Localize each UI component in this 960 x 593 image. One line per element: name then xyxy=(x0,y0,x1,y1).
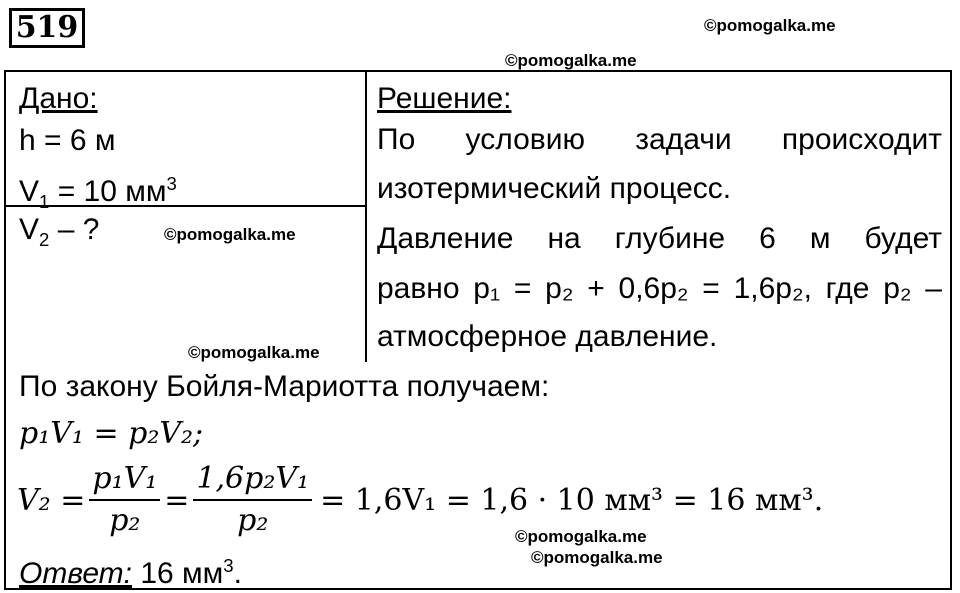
given-heading: Дано: xyxy=(19,82,98,115)
given-height: h = 6 м xyxy=(19,124,116,157)
solution-line: атмосферное давление. xyxy=(377,320,718,353)
law-statement: По закону Бойля-Мариотта получаем: xyxy=(19,370,550,403)
watermark: ©pomogalka.me xyxy=(188,343,320,362)
solution-heading: Решение: xyxy=(377,82,512,115)
watermark: ©pomogalka.me xyxy=(515,527,647,546)
formula-result: = 1,6V₁ = 1,6 · 10 мм³ = 16 мм³. xyxy=(320,482,824,518)
column-divider xyxy=(365,70,367,362)
fraction xyxy=(193,459,312,541)
equals-sign: = xyxy=(164,482,190,518)
formula-boyle-mariotte: p₁V₁ = p₂V₂; xyxy=(19,416,204,451)
fraction-denominator: p₂ xyxy=(237,503,269,538)
solution-line: изотермический процесс. xyxy=(377,172,732,205)
solution-line: Давление на глубине 6 м будет xyxy=(377,222,942,255)
fraction-denominator: p₂ xyxy=(109,503,141,538)
find-quantity: $V_2$ – ? xyxy=(19,213,100,250)
problem-number: 519 xyxy=(9,8,85,48)
watermark: ©pomogalka.me xyxy=(164,225,296,244)
solution-line: По условию задачи происходит xyxy=(377,123,942,156)
fraction-numerator: p₁V₁ xyxy=(89,459,160,501)
answer-line: Ответ: 16 $мм^3$. xyxy=(19,555,242,590)
watermark: ©pomogalka.me xyxy=(704,16,836,35)
watermark: ©pomogalka.me xyxy=(531,548,663,567)
formula-solution xyxy=(17,452,823,548)
formula-lhs: V₂ = xyxy=(17,482,86,518)
fraction-numerator: 1,6p₂V₁ xyxy=(193,459,312,501)
watermark: ©pomogalka.me xyxy=(505,51,637,70)
solution-line: равно p₁ = p₂ + 0,6p₂ = 1,6p₂, где p₂ – xyxy=(377,272,942,305)
answer-label: Ответ: xyxy=(19,557,132,590)
fraction xyxy=(89,459,160,541)
given-volume: $V_1 = 10$ $мм^3$ xyxy=(19,173,177,212)
answer-value: 16 мм xyxy=(132,557,224,590)
